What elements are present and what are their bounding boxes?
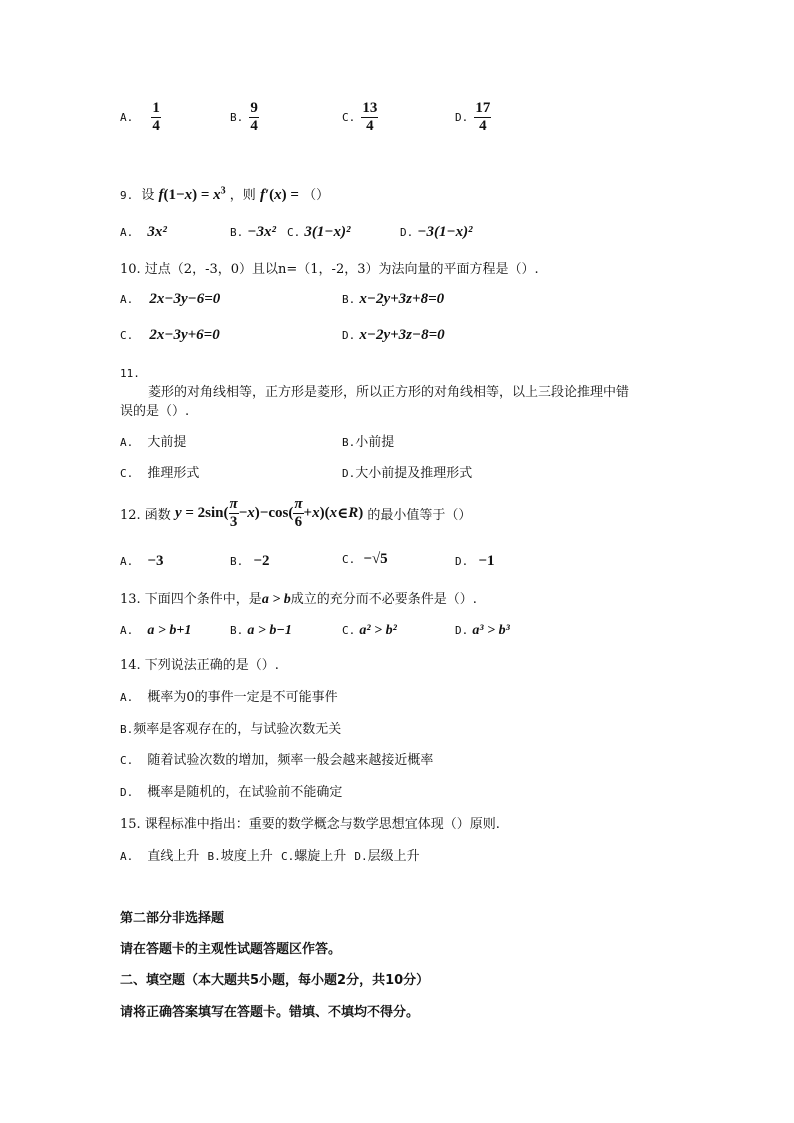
q11-option-b: B.小前提 <box>342 435 395 450</box>
q12-option-a: A. −3 <box>120 553 164 569</box>
option-label: C. <box>342 111 356 124</box>
q11-option-d: D.大小前提及推理形式 <box>342 466 473 481</box>
q9-option-c: C. 3(1−x)² <box>287 224 351 240</box>
q10-stem: 10. 过点（2，-3，0）且以n=（1，-2，3）为法向量的平面方程是（）. <box>120 262 539 277</box>
q13-option-d: D. a³ > b³ <box>455 623 510 638</box>
q11-stem-line1: 菱形的对角线相等，正方形是菱形，所以正方形的对角线相等，以上三段论推理中错 <box>148 385 630 400</box>
q13-option-b: B. a > b−1 <box>230 623 292 638</box>
option-label: D. <box>455 111 469 124</box>
q14-stem: 14. 下列说法正确的是（）. <box>120 658 279 673</box>
fraction: $\frac{9}{4}$ <box>250 100 258 134</box>
part2-section-title: 二、填空题（本大题共5小题，每小题2分，共10分） <box>120 973 430 988</box>
part2-instruction: 请在答题卡的主观性试题答题区作答。 <box>120 942 342 957</box>
q9-derivative: f′ <box>259 187 270 203</box>
part2-title: 第二部分非选择题 <box>120 911 225 926</box>
part2-section-note: 请将正确答案填写在答题卡。错填、不填均不得分。 <box>120 1005 420 1020</box>
q9-option-d: D. −3(1−x)² <box>400 224 473 240</box>
q11-stem-line2: 误的是（）. <box>120 404 190 419</box>
fraction: $\frac{1}{4}$ <box>152 100 160 134</box>
q10-option-a: A. 2x−3y−6=0 <box>120 291 221 307</box>
q10-option-c: C. 2x−3y+6=0 <box>120 327 220 343</box>
q14-option-a: A. 概率为0的事件一定是不可能事件 <box>120 690 338 705</box>
q13-option-c: C. a² > b² <box>342 623 397 638</box>
q12-option-b: B. −2 <box>230 553 270 569</box>
q14-option-d: D. 概率是随机的，在试验前不能确定 <box>120 785 343 800</box>
q15-options: A. 直线上升 B.坡度上升 C.螺旋上升 D.层级上升 <box>120 849 420 864</box>
q12-option-c: C. −√5 <box>342 551 388 567</box>
q8-option-c <box>342 100 378 135</box>
fraction: $\frac{13}{4}$ <box>362 100 378 134</box>
q14-option-b: B.频率是客观存在的，与试验次数无关 <box>120 722 342 737</box>
q10-option-b: B. x−2y+3z+8=0 <box>342 291 445 307</box>
q9-option-b: B. −3x² <box>230 224 276 240</box>
q13-option-a: A. a > b+1 <box>120 623 192 638</box>
fraction: $\frac{17}{4}$ <box>475 100 491 134</box>
q8-option-a <box>120 100 161 135</box>
q9-formula: f <box>158 187 164 203</box>
q14-option-c: C. 随着试验次数的增加，频率一般会越来越接近概率 <box>120 753 434 768</box>
q15-stem: 15. 课程标准中指出：重要的数学概念与数学思想宜体现（）原则. <box>120 817 500 832</box>
q13-stem: 13. 下面四个条件中，是a > b成立的充分而不必要条件是（）. <box>120 592 477 607</box>
q9-options: A. 3x² <box>120 224 167 240</box>
option-label: A. <box>120 111 134 124</box>
q9-stem: 9. 设 $f(1-x) = x^3$ ，则 f′(x) = （） <box>120 185 330 203</box>
q11-number: 11. <box>120 367 140 380</box>
q12-stem: 12. 函数 y = 2sin( $\frac{\pi}{3}$ −x)−cos( $\frac{\pi}{6}$ +x)(x∈R) 的最小值等于（） <box>120 496 472 530</box>
q11-option-c: C. 推理形式 <box>120 466 200 481</box>
q10-option-d: D. x−2y+3z−8=0 <box>342 327 445 343</box>
q8-option-b <box>230 100 259 135</box>
q11-option-a: A. 大前提 <box>120 435 187 450</box>
q8-option-d <box>455 100 491 135</box>
q12-formula: y <box>174 505 182 521</box>
option-label: B. <box>230 111 244 124</box>
q12-option-d: D. −1 <box>455 553 495 569</box>
